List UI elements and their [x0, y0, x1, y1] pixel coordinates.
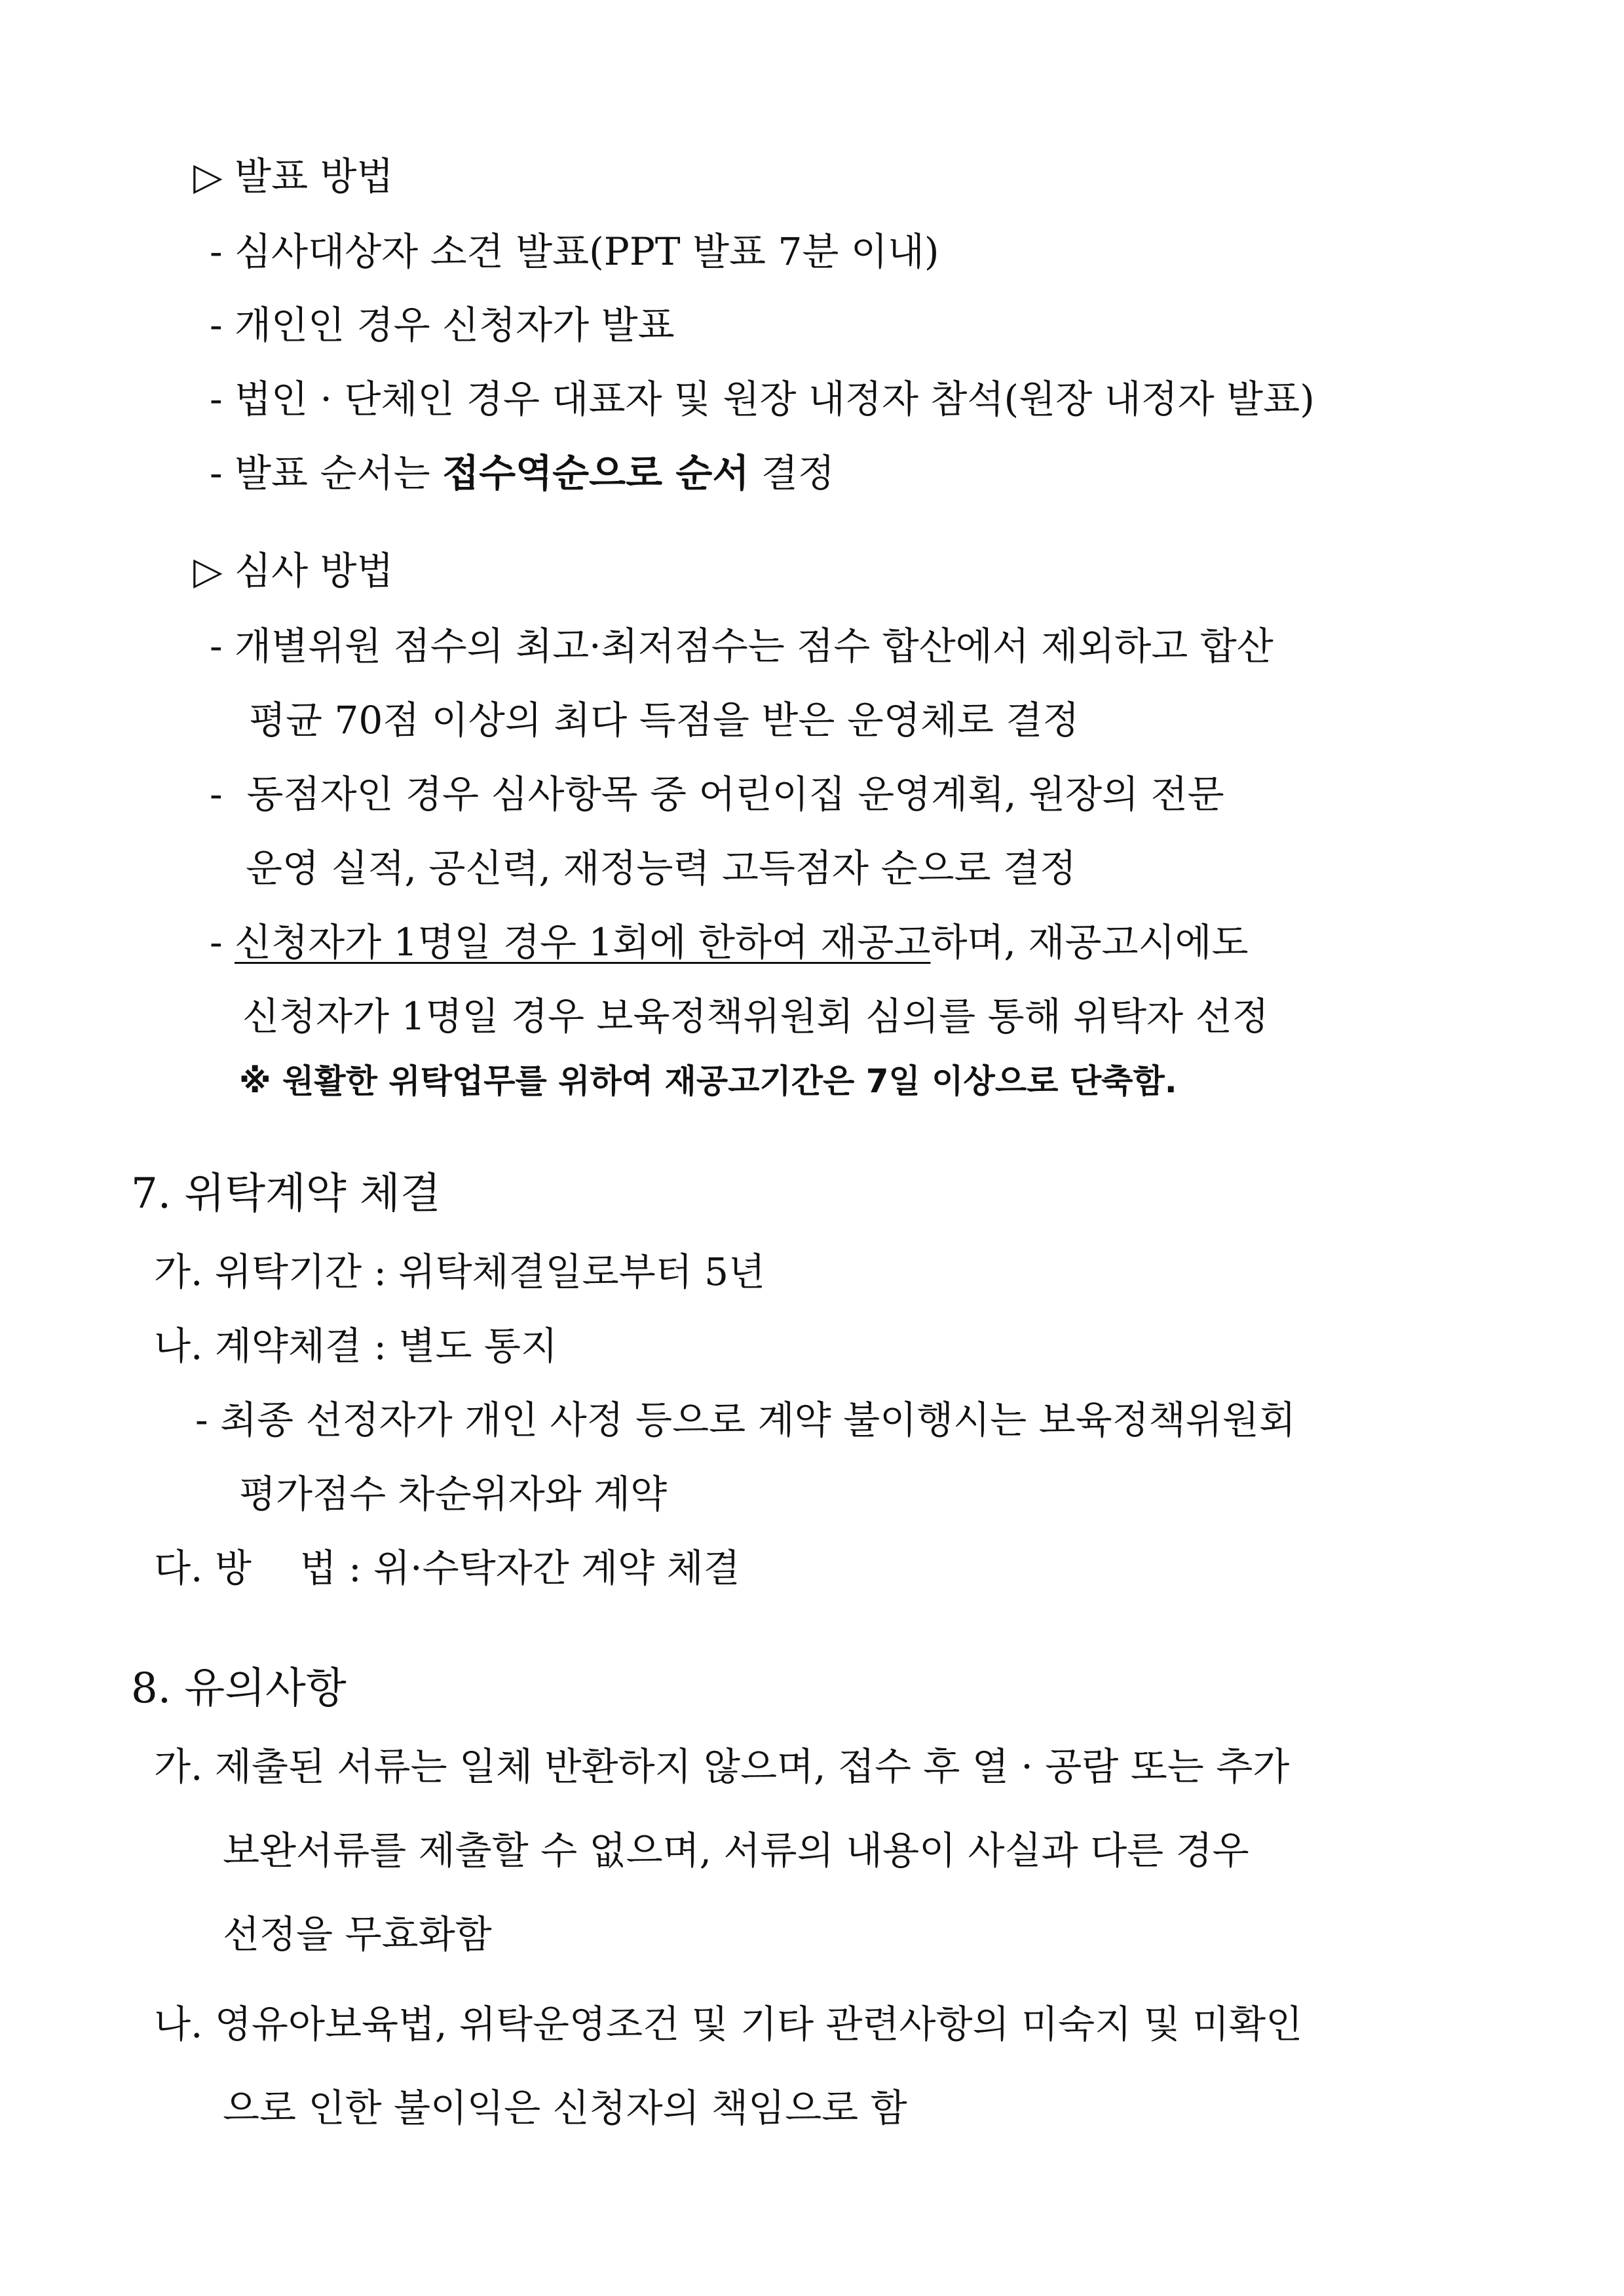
review-note: ※ 원활한 위탁업무를 위하여 재공고기간은 7일 이상으로 단축함.: [239, 1062, 1177, 1100]
review-item-cont: 운영 실적, 공신력, 재정능력 고득점자 순으로 결정: [246, 846, 1077, 890]
order-suffix: 결정: [749, 451, 835, 495]
section8-title: 8. 유의사항: [131, 1664, 347, 1713]
review-item: - 동점자인 경우 심사항목 중 어린이집 운영계획, 원장의 전문: [210, 772, 1224, 816]
order-bold: 접수역순으로 순서: [442, 451, 749, 495]
section7-item-b-sub-cont: 평가점수 차순위자와 계약: [239, 1472, 668, 1516]
section7-title: 7. 위탁계약 체결: [131, 1170, 441, 1218]
review-item: [210, 920, 1249, 965]
presentation-item: - 개인인 경우 신청자가 발표: [210, 303, 675, 347]
review-item: - 개별위원 점수의 최고·최저점수는 점수 합산에서 제외하고 합산: [210, 624, 1274, 668]
section7-item-a: 가. 위탁기간 : 위탁체결일로부터 5년: [154, 1250, 766, 1294]
item3-prefix: -: [210, 920, 235, 965]
presentation-heading: ▷ 발표 방법: [193, 154, 394, 199]
section7-item-b: 나. 계약체결 : 별도 통지: [154, 1324, 557, 1368]
review-heading: ▷ 심사 방법: [193, 548, 394, 593]
order-prefix: - 발표 순서는: [210, 451, 443, 495]
review-item-cont: 신청자가 1명일 경우 보육정책위원회 심의를 통해 위탁자 선정: [242, 994, 1269, 1039]
presentation-item: - 심사대상자 소견 발표(PPT 발표 7분 이내): [210, 229, 939, 274]
section8-item-a: 가. 제출된 서류는 일체 반환하지 않으며, 접수 후 열 · 공람 또는 추가: [154, 1744, 1290, 1789]
item3-underlined: 신청자가 1명일 경우 1회에 한하여 재공고: [235, 920, 931, 965]
presentation-order: [210, 451, 835, 495]
presentation-item: - 법인 · 단체인 경우 대표자 및 원장 내정자 참석(원장 내정자 발표): [210, 377, 1315, 421]
section7-item-c: 다. 방 법 : 위·수탁자간 계약 체결: [154, 1546, 740, 1590]
section8-item-b: 나. 영유아보육법, 위탁운영조건 및 기타 관련사항의 미숙지 및 미확인: [154, 2002, 1303, 2046]
item3-suffix: 하며, 재공고시에도: [930, 920, 1249, 965]
section8-item-a-cont: 보완서류를 제출할 수 없으며, 서류의 내용이 사실과 다른 경우: [223, 1828, 1249, 1873]
review-item-cont: 평균 70점 이상의 최다 득점을 받은 운영체로 결정: [249, 698, 1080, 742]
section8-item-a-cont: 선정을 무효화함: [223, 1912, 492, 1957]
section7-item-b-sub: - 최종 선정자가 개인 사정 등으로 계약 불이행시는 보육정책위원회: [195, 1398, 1296, 1442]
section8-item-b-cont: 으로 인한 불이익은 신청자의 책임으로 함: [223, 2086, 907, 2130]
